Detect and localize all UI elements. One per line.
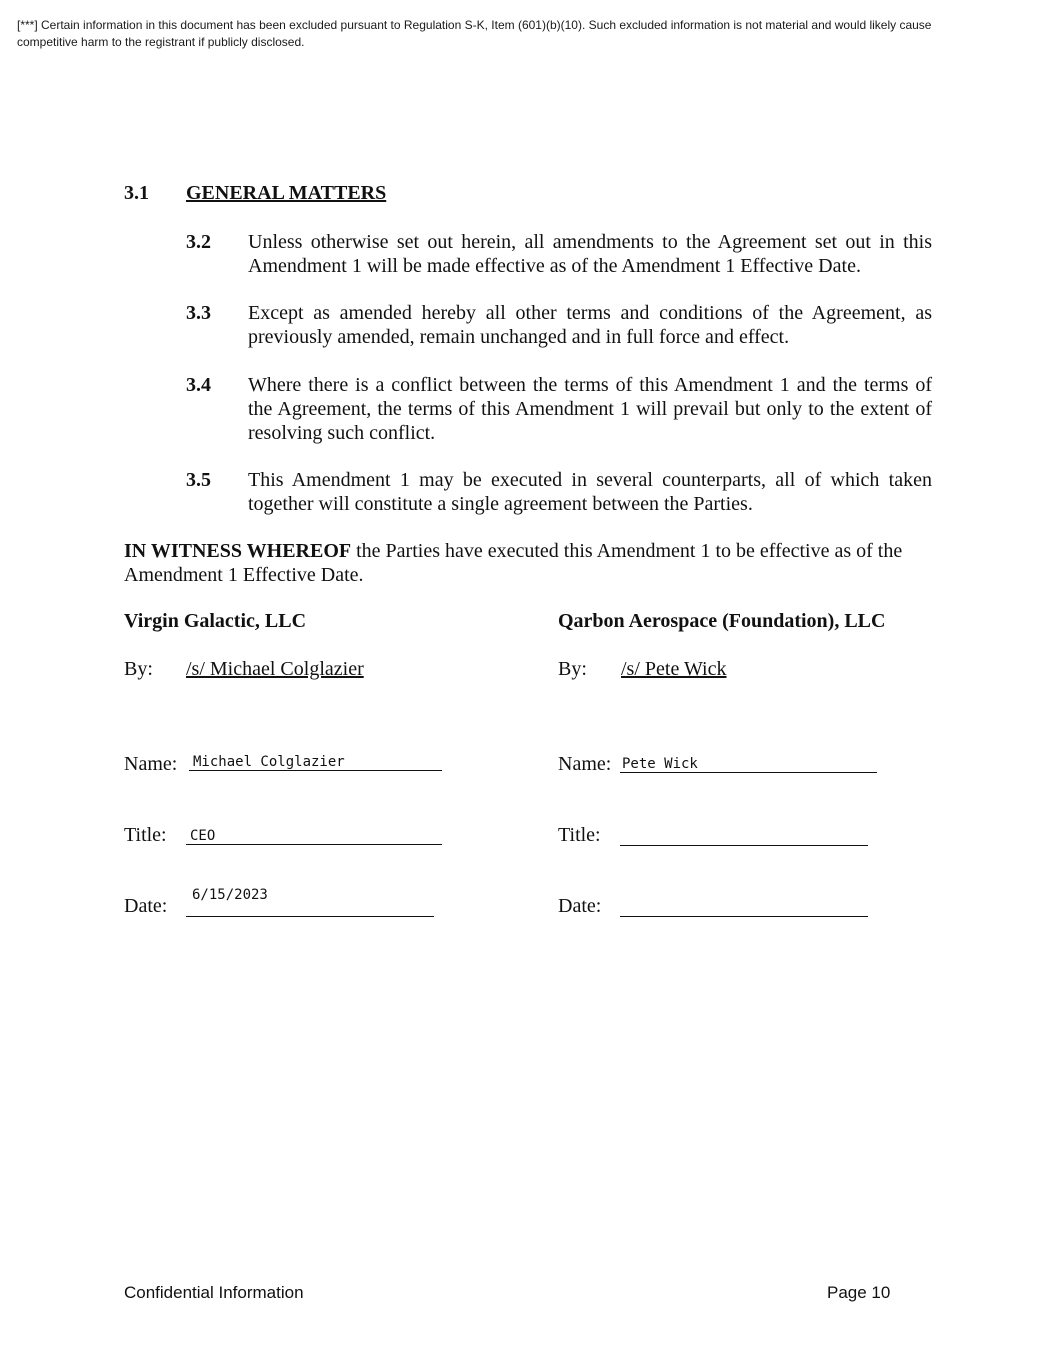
- party-1-name-line: [189, 770, 442, 771]
- party-1-name: Virgin Galactic, LLC: [124, 610, 307, 632]
- witness-text: the Parties have executed this Amendment 1 to be effective as of the Amendment 1 Effective Date.: [124, 540, 903, 586]
- witness-paragraph: [124, 539, 930, 587]
- party-1-date: 6/15/2023: [192, 887, 268, 903]
- title-label: Title:: [558, 824, 601, 846]
- clause-text: Unless otherwise set out herein, all amendments to the Agreement set out in this Amendment 1 will be made effective as of the Amendment 1 Effective Date.: [248, 231, 932, 277]
- name-label: Name:: [558, 753, 612, 775]
- clause-text: Where there is a conflict between the terms of this Amendment 1 and the terms of the Agreement, the terms of this Amendment 1 will prevail but only to the extent of resolving such conflict.: [248, 374, 932, 444]
- clause-number: 3.4: [186, 374, 211, 396]
- clause-number: 3.2: [186, 231, 211, 253]
- by-label: By:: [558, 658, 587, 680]
- date-label: Date:: [124, 895, 168, 917]
- party-1-signature: /s/ Michael Colglazier: [186, 658, 364, 680]
- date-label: Date:: [558, 895, 602, 917]
- party-2-name-line: [620, 772, 877, 773]
- clause-text: This Amendment 1 may be executed in several counterparts, all of which taken together will constitute a single agreement between the Parties.: [248, 469, 932, 515]
- party-1-date-line: [186, 916, 434, 917]
- title-label: Title:: [124, 824, 167, 846]
- party-2-title-line: [620, 845, 868, 846]
- clause-number: 3.5: [186, 469, 211, 491]
- party-1-signer-title: CEO: [190, 828, 216, 844]
- footer-page-number: Page 10: [827, 1283, 891, 1302]
- by-label: By:: [124, 658, 153, 680]
- clause-text: Except as amended hereby all other terms and conditions of the Agreement, as previously amended, remain unchanged and in full force and effect.: [248, 302, 932, 348]
- redaction-disclaimer: [***] Certain information in this document has been excluded pursuant to Regulation S-K, Item (601)(b)(10). Such excluded information is not material and would likely cause competitive harm to the registrant if publicly disclosed.: [17, 18, 932, 49]
- party-2-date-line: [620, 916, 868, 917]
- footer-confidential: Confidential Information: [124, 1283, 304, 1302]
- party-1-signer-name: Michael Colglazier: [193, 754, 345, 770]
- party-1-title-line: [186, 844, 442, 845]
- party-2-signature: /s/ Pete Wick: [621, 658, 727, 680]
- party-2-name: Qarbon Aerospace (Foundation), LLC: [558, 610, 886, 632]
- clause-number: 3.3: [186, 302, 211, 324]
- section-title: GENERAL MATTERS: [186, 182, 387, 204]
- party-2-signer-name: Pete Wick: [622, 756, 698, 772]
- name-label: Name:: [124, 753, 178, 775]
- section-number: 3.1: [124, 182, 149, 204]
- witness-lead: IN WITNESS WHEREOF: [124, 540, 352, 562]
